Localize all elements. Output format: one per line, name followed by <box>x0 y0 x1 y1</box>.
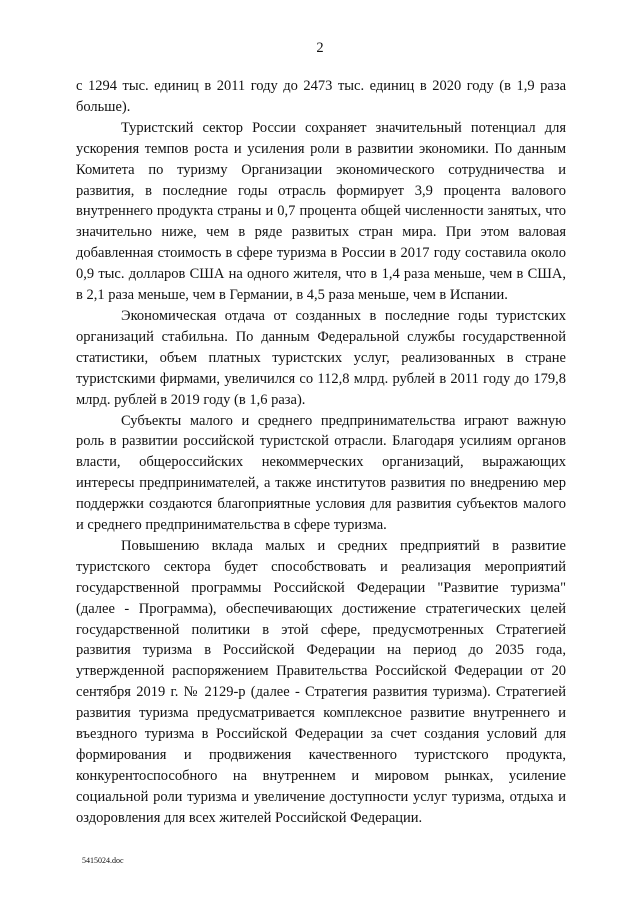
paragraph-tourism-sector: Туристский сектор России сохраняет значительный потенциал для ускорения темпов роста и усиления роли в развитии экономики. По данным Комитета по туризму Организации экономического сотрудничества и развития, в последние годы отрасль формирует 3,9 процента валового внутреннего продукта страны и 0,7 процента общей численности занятых, что значительно ниже, чем в ряде развитых стран мира. При этом валовая добавленная стоимость в сфере туризма в России в 2017 году составила около 0,9 тыс. долларов США на одного жителя, что в 1,4 раза меньше, чем в США, в 2,1 раза меньше, чем в Германии, в 4,5 раза меньше, чем в Испании. <box>76 119 566 304</box>
document-body <box>76 76 566 829</box>
page-number: 2 <box>316 40 324 56</box>
paragraph-small-business: Субъекты малого и среднего предпринимательства играют важную роль в развитии российской туристской отрасли. Благодаря усилиям органов власти, общероссийских некоммерческих организаций, выражающих интересы предпринимателей, а также институтов развития по внедрению мер поддержки создаются благоприятные условия для развития субъектов малого и среднего предпринимательства в сфере туризма. <box>76 412 566 534</box>
paragraph-economic-return: Экономическая отдача от созданных в последние годы туристских организаций стабильна. По данным Федеральной службы государственной статистики, объем платных туристских услуг, реализованных в стране туристскими фирмами, увеличился со 112,8 млрд. рублей в 2011 году до 179,8 млрд. рублей в 2019 году (в 1,6 раза). <box>76 307 566 408</box>
paragraph-continuation: с 1294 тыс. единиц в 2011 году до 2473 тыс. единиц в 2020 году (в 1,9 раза больше). <box>76 78 566 115</box>
paragraph-state-program: Повышению вклада малых и средних предприятий в развитие туристского сектора будет способствовать и реализация мероприятий государственной программы Российской Федерации "Развитие туризма" (далее - Программа), обеспечивающих достижение стратегических целей государственной политики в этой сфере, предусмотренных Стратегией развития туризма в Российской Федерации на период до 2035 года, утвержденной распоряжением Правительства Российской Федерации от 20 сентября 2019 г. № 2129-р (далее - Стратегия развития туризма). Стратегией развития туризма предусматривается комплексное развитие внутреннего и въездного туризма в Российской Федерации за счет создания условий для формирования и продвижения качественного туристского продукта, конкурентоспособного на внутреннем и мировом рынках, усиление социальной роли туризма и увеличение доступности услуг туризма, отдыха и оздоровления для всех жителей Российской Федерации. <box>76 537 566 826</box>
footer-file-name: 5415024.doc <box>82 856 124 865</box>
